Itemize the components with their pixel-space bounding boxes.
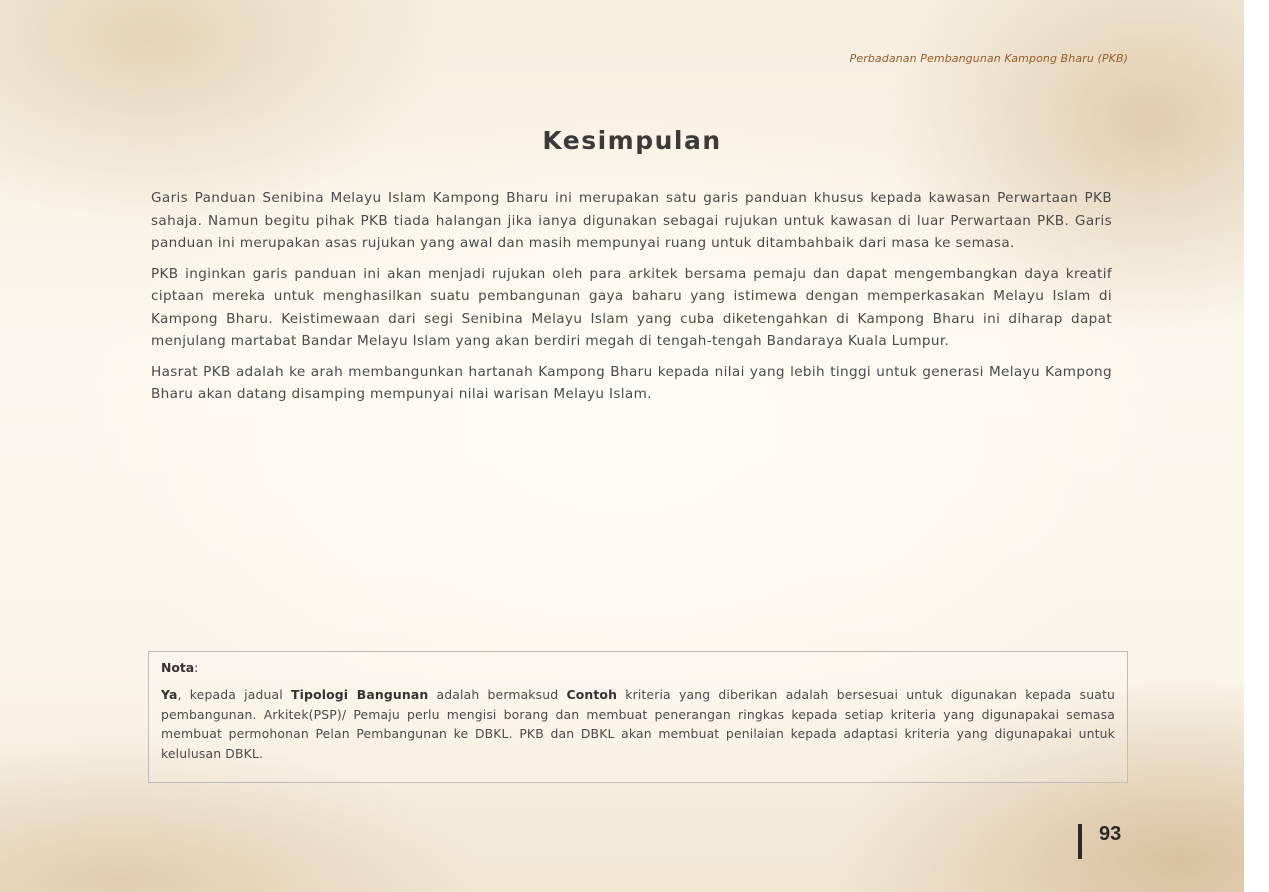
note-box	[148, 651, 1128, 783]
note-text-part-1: , kepada jadual	[177, 687, 292, 702]
body-text	[151, 187, 1112, 414]
note-term-tipologi: Tipologi Bangunan	[291, 687, 429, 702]
note-text	[161, 685, 1115, 763]
page-number: 93	[1099, 823, 1122, 845]
paragraph-3: Hasrat PKB adalah ke arah membangunkan hartanah Kampong Bharu kepada nilai yang lebih tinggi untuk generasi Melayu Kampong Bharu akan datang disamping mempunyai nilai warisan Melayu Islam.	[151, 363, 1112, 402]
paragraph-1: Garis Panduan Senibina Melayu Islam Kampong Bharu ini merupakan satu garis panduan khusus kepada kawasan Perwartaan PKB sahaja. Namun begitu pihak PKB tiada halangan jika ianya digunakan sebagai rujukan untuk kawasan di luar Perwartaan PKB. Garis panduan ini merupakan asas rujukan yang awal dan masih mempunyai ruang untuk ditambahbaik dari masa ke semasa.	[151, 190, 1112, 251]
note-label-text: Nota	[161, 660, 195, 675]
note-text-part-2: adalah bermaksud	[428, 687, 567, 702]
running-header: Perbadanan Pembangunan Kampong Bharu (PKB)	[849, 52, 1128, 65]
paragraph-2: PKB inginkan garis panduan ini akan menjadi rujukan oleh para arkitek bersama pemaju dan dapat mengembangkan daya kreatif ciptaan mereka untuk menghasilkan suatu pembangunan gaya baharu yang istimewa dengan memperkasakan Melayu Islam di Kampong Bharu. Keistimewaan dari segi Senibina Melayu Islam yang cuba diketengahkan di Kampong Bharu ini diharap dapat menjulang martabat Bandar Melayu Islam yang akan berdiri megah di tengah-tengah Bandaraya Kuala Lumpur.	[151, 265, 1112, 349]
page-number-divider	[1078, 824, 1082, 859]
note-term-contoh: Contoh	[566, 687, 618, 702]
note-label	[161, 659, 1115, 677]
note-text-part-3: kriteria yang diberikan adalah bersesuai untuk digunakan kepada suatu pembangunan. Arkitek(PSP)/ Pemaju perlu mengisi borang dan membuat penerangan ringkas kepada setiap kriteria yang digunapakai semasa membuat permohonan Pelan Pembangunan ke DBKL. PKB dan DBKL akan membuat penilaian kepada adaptasi kriteria yang digunapakai untuk kelulusan DBKL.	[161, 687, 1115, 761]
note-term-ya: Ya	[161, 687, 178, 702]
page-edge-strip	[1244, 0, 1269, 892]
note-label-colon: :	[194, 660, 199, 675]
page-title: Kesimpulan	[542, 126, 722, 155]
